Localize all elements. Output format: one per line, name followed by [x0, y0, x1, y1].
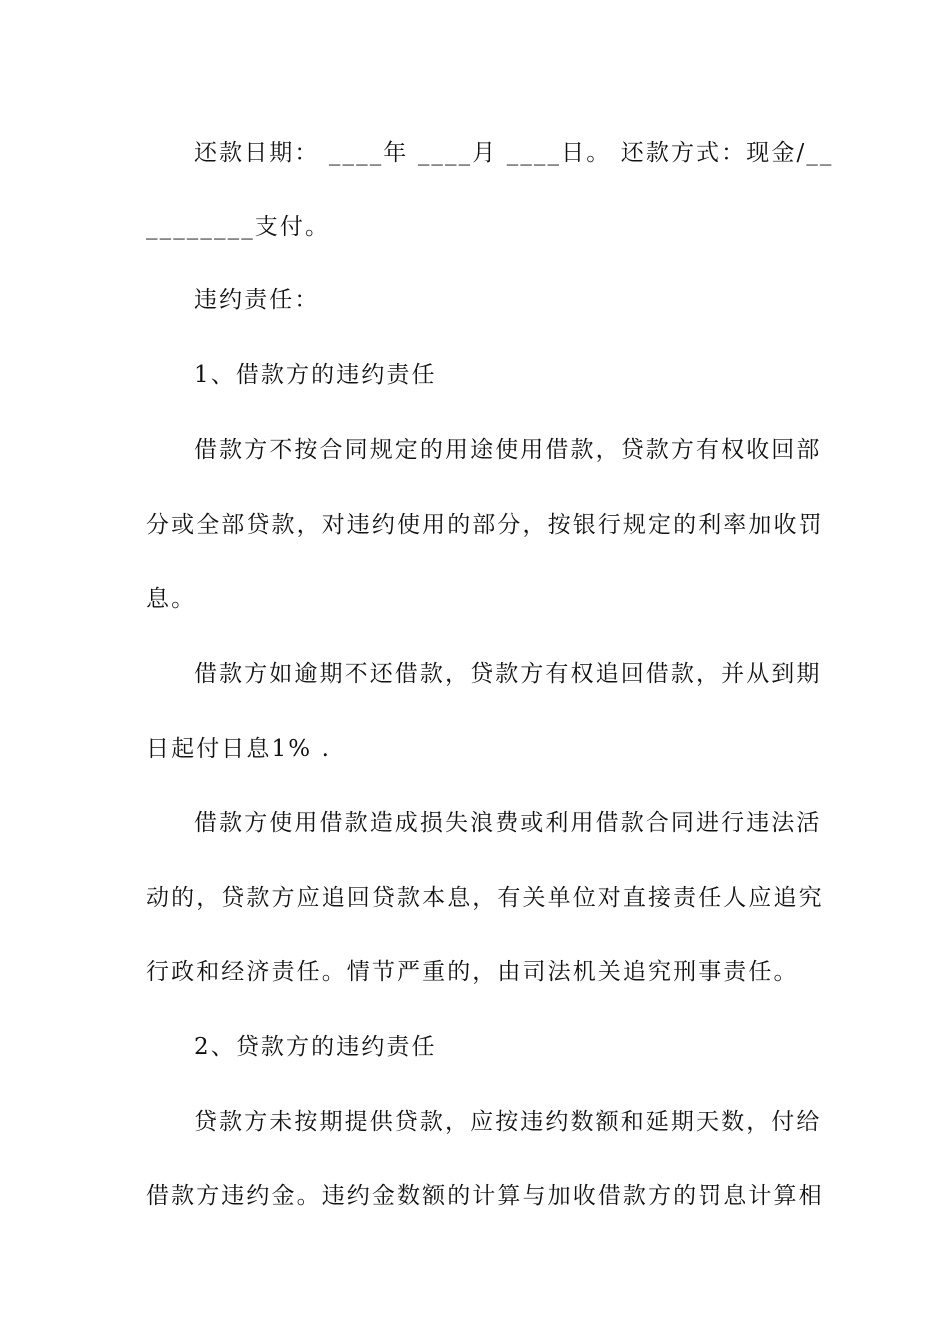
- payment-method-continued: ________支付。: [146, 214, 331, 240]
- lender-liability-heading: 2、贷款方的违约责任: [194, 1034, 437, 1060]
- paragraph-line: 分或全部贷款，对违约使用的部分，按银行规定的利率加收罚: [146, 512, 824, 538]
- paragraph-line: 行政和经济责任。情节严重的，由司法机关追究刑事责任。: [146, 959, 799, 985]
- paragraph-line: 贷款方未按期提供贷款，应按违约数额和延期天数，付给: [194, 1109, 822, 1135]
- borrower-liability-heading: 1、借款方的违约责任: [194, 362, 437, 388]
- paragraph-line: 借款方违约金。违约金数额的计算与加收借款方的罚息计算相: [146, 1183, 824, 1209]
- repayment-date-line: 还款日期： ____年 ____月 ____日。 还款方式：现金/__: [194, 140, 834, 166]
- paragraph-line: 息。: [146, 586, 197, 612]
- liability-heading: 违约责任：: [194, 287, 320, 313]
- paragraph-line: 日起付日息1% .: [146, 736, 332, 762]
- paragraph-line: 借款方使用借款造成损失浪费或利用借款合同进行违法活: [194, 810, 822, 836]
- paragraph-line: 借款方如逾期不还借款，贷款方有权追回借款，并从到期: [194, 661, 822, 687]
- paragraph-line: 借款方不按合同规定的用途使用借款，贷款方有权收回部: [194, 437, 822, 463]
- paragraph-line: 动的，贷款方应追回贷款本息，有关单位对直接责任人应追究: [146, 885, 824, 911]
